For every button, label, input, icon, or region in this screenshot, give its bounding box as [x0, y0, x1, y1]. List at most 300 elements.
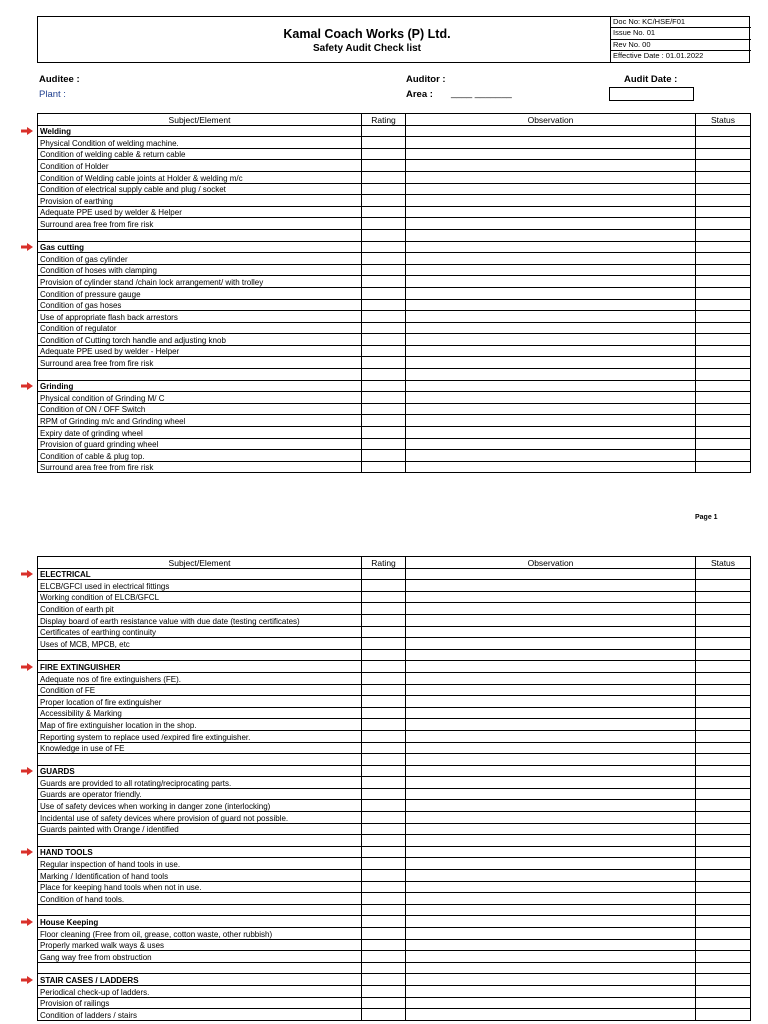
- status-cell[interactable]: [696, 974, 751, 986]
- rating-cell[interactable]: [362, 438, 406, 450]
- observation-cell[interactable]: [406, 939, 696, 951]
- status-cell[interactable]: [696, 985, 751, 997]
- checklist-item: Condition of earth pit: [38, 603, 362, 615]
- table-row: [38, 777, 751, 789]
- rating-cell[interactable]: [362, 626, 406, 638]
- rating-cell[interactable]: [362, 603, 406, 615]
- status-cell[interactable]: [696, 916, 751, 928]
- table-row: [38, 962, 751, 974]
- table-row: [38, 264, 751, 276]
- status-cell[interactable]: [696, 626, 751, 638]
- checklist-item: [38, 754, 362, 766]
- checklist-item: Reporting system to replace used /expired fire extinguisher.: [38, 730, 362, 742]
- status-cell[interactable]: [696, 951, 751, 963]
- status-cell[interactable]: [696, 311, 751, 323]
- rating-cell[interactable]: [362, 730, 406, 742]
- status-cell[interactable]: [696, 997, 751, 1009]
- rating-cell[interactable]: [362, 951, 406, 963]
- status-cell[interactable]: [696, 206, 751, 218]
- rating-cell[interactable]: [362, 369, 406, 381]
- checklist-item: Use of appropriate flash back arrestors: [38, 311, 362, 323]
- checklist-item: Surround area free from fire risk: [38, 461, 362, 473]
- status-cell[interactable]: [696, 800, 751, 812]
- status-cell[interactable]: [696, 380, 751, 392]
- section-header-row: [38, 846, 751, 858]
- rating-cell[interactable]: [362, 661, 406, 673]
- observation-cell[interactable]: [406, 450, 696, 462]
- status-cell[interactable]: [696, 461, 751, 473]
- section-header-row: [38, 241, 751, 253]
- table-row: [38, 229, 751, 241]
- status-cell[interactable]: [696, 638, 751, 650]
- checklist-item: Adequate PPE used by welder - Helper: [38, 345, 362, 357]
- table-row: [38, 696, 751, 708]
- rating-cell[interactable]: [362, 835, 406, 847]
- status-cell[interactable]: [696, 183, 751, 195]
- rating-cell[interactable]: [362, 614, 406, 626]
- status-cell[interactable]: [696, 276, 751, 288]
- rating-cell[interactable]: [362, 684, 406, 696]
- rating-cell[interactable]: [362, 777, 406, 789]
- observation-cell[interactable]: [406, 823, 696, 835]
- checklist-item: [38, 649, 362, 661]
- status-cell[interactable]: [696, 893, 751, 905]
- status-cell[interactable]: [696, 229, 751, 241]
- table-row: [38, 893, 751, 905]
- audit-date-label: Audit Date :: [624, 74, 678, 85]
- status-cell[interactable]: [696, 881, 751, 893]
- rating-cell[interactable]: [362, 997, 406, 1009]
- checklist-item: Certificates of earthing continuity: [38, 626, 362, 638]
- status-cell[interactable]: [696, 125, 751, 137]
- table-row: [38, 253, 751, 265]
- rating-cell[interactable]: [362, 823, 406, 835]
- observation-cell[interactable]: [406, 962, 696, 974]
- checklist-table-page2: [37, 556, 751, 1021]
- observation-cell[interactable]: [406, 264, 696, 276]
- status-cell[interactable]: [696, 730, 751, 742]
- header-rating: Rating: [362, 557, 406, 569]
- observation-cell[interactable]: [406, 997, 696, 1009]
- table-row: [38, 672, 751, 684]
- observation-cell[interactable]: [406, 614, 696, 626]
- checklist-item: Condition of ladders / stairs: [38, 1009, 362, 1021]
- checklist-item: [38, 229, 362, 241]
- rating-cell[interactable]: [362, 137, 406, 149]
- status-cell[interactable]: [696, 904, 751, 916]
- status-cell[interactable]: [696, 591, 751, 603]
- status-cell[interactable]: [696, 322, 751, 334]
- status-cell[interactable]: [696, 299, 751, 311]
- header-subject: Subject/Element: [38, 557, 362, 569]
- observation-cell[interactable]: [406, 369, 696, 381]
- observation-cell[interactable]: [406, 603, 696, 615]
- status-cell[interactable]: [696, 580, 751, 592]
- rating-cell[interactable]: [362, 812, 406, 824]
- status-cell[interactable]: [696, 672, 751, 684]
- observation-cell[interactable]: [406, 160, 696, 172]
- status-cell[interactable]: [696, 614, 751, 626]
- status-cell[interactable]: [696, 357, 751, 369]
- status-cell[interactable]: [696, 195, 751, 207]
- observation-cell[interactable]: [406, 183, 696, 195]
- header-observation: Observation: [406, 557, 696, 569]
- observation-cell[interactable]: [406, 568, 696, 580]
- observation-cell[interactable]: [406, 438, 696, 450]
- rating-cell[interactable]: [362, 580, 406, 592]
- status-cell[interactable]: [696, 392, 751, 404]
- status-cell[interactable]: [696, 253, 751, 265]
- status-cell[interactable]: [696, 928, 751, 940]
- checklist-item: Provision of railings: [38, 997, 362, 1009]
- observation-cell[interactable]: [406, 881, 696, 893]
- rating-cell[interactable]: [362, 893, 406, 905]
- observation-cell[interactable]: [406, 403, 696, 415]
- observation-cell[interactable]: [406, 1009, 696, 1021]
- table-row: [38, 461, 751, 473]
- rating-cell[interactable]: [362, 916, 406, 928]
- checklist-item: RPM of Grinding m/c and Grinding wheel: [38, 415, 362, 427]
- status-cell[interactable]: [696, 962, 751, 974]
- rating-cell[interactable]: [362, 311, 406, 323]
- observation-cell[interactable]: [406, 870, 696, 882]
- status-cell[interactable]: [696, 707, 751, 719]
- observation-cell[interactable]: [406, 206, 696, 218]
- checklist-item: [38, 369, 362, 381]
- rating-cell[interactable]: [362, 800, 406, 812]
- rating-cell[interactable]: [362, 241, 406, 253]
- checklist-item: Condition of Cutting torch handle and adjusting knob: [38, 334, 362, 346]
- status-cell[interactable]: [696, 171, 751, 183]
- table-header-row: [38, 557, 751, 569]
- rating-cell[interactable]: [362, 287, 406, 299]
- checklist-item: Condition of ON / OFF Switch: [38, 403, 362, 415]
- rating-cell[interactable]: [362, 985, 406, 997]
- status-cell[interactable]: [696, 1009, 751, 1021]
- checklist-item: [38, 835, 362, 847]
- rating-cell[interactable]: [362, 765, 406, 777]
- observation-cell[interactable]: [406, 858, 696, 870]
- rating-cell[interactable]: [362, 195, 406, 207]
- rating-cell[interactable]: [362, 939, 406, 951]
- header-status: Status: [696, 557, 751, 569]
- checklist-item: Map of fire extinguisher location in the shop.: [38, 719, 362, 731]
- observation-cell[interactable]: [406, 985, 696, 997]
- observation-cell[interactable]: [406, 649, 696, 661]
- status-cell[interactable]: [696, 264, 751, 276]
- rating-cell[interactable]: [362, 742, 406, 754]
- status-cell[interactable]: [696, 415, 751, 427]
- document-title: Safety Audit Check list: [313, 43, 421, 54]
- rating-cell[interactable]: [362, 229, 406, 241]
- status-cell[interactable]: [696, 823, 751, 835]
- observation-cell[interactable]: [406, 904, 696, 916]
- table-row: [38, 206, 751, 218]
- checklist-item: Condition of gas hoses: [38, 299, 362, 311]
- checklist-item: Condition of welding cable & return cable: [38, 148, 362, 160]
- observation-cell[interactable]: [406, 427, 696, 439]
- status-cell[interactable]: [696, 427, 751, 439]
- red-arrow-icon: [21, 918, 33, 926]
- status-cell[interactable]: [696, 137, 751, 149]
- rating-cell[interactable]: [362, 974, 406, 986]
- observation-cell[interactable]: [406, 742, 696, 754]
- observation-cell[interactable]: [406, 672, 696, 684]
- red-arrow-icon: [21, 127, 33, 135]
- checklist-item: Guards are operator friendly.: [38, 788, 362, 800]
- table-row: [38, 812, 751, 824]
- observation-cell[interactable]: [406, 684, 696, 696]
- status-cell[interactable]: [696, 777, 751, 789]
- rating-cell[interactable]: [362, 881, 406, 893]
- rating-cell[interactable]: [362, 299, 406, 311]
- status-cell[interactable]: [696, 812, 751, 824]
- red-arrow-icon: [21, 243, 33, 251]
- rating-cell[interactable]: [362, 707, 406, 719]
- checklist-item: Working condition of ELCB/GFCL: [38, 591, 362, 603]
- observation-cell[interactable]: [406, 846, 696, 858]
- rating-cell[interactable]: [362, 1009, 406, 1021]
- red-arrow-icon: [21, 570, 33, 578]
- rating-cell[interactable]: [362, 788, 406, 800]
- effective-date: Effective Date : 01.01.2022: [613, 50, 704, 60]
- observation-cell[interactable]: [406, 461, 696, 473]
- doc-number: Doc No: KC/HSE/F01: [611, 17, 751, 28]
- table-row: [38, 392, 751, 404]
- observation-cell[interactable]: [406, 812, 696, 824]
- table-row: [38, 707, 751, 719]
- status-cell[interactable]: [696, 369, 751, 381]
- section-title: ELECTRICAL: [38, 568, 362, 580]
- observation-cell[interactable]: [406, 591, 696, 603]
- rating-cell[interactable]: [362, 450, 406, 462]
- table-row: [38, 137, 751, 149]
- table-row: [38, 614, 751, 626]
- checklist-item: Display board of earth resistance value with due date (testing certificates): [38, 614, 362, 626]
- table-row: [38, 160, 751, 172]
- status-cell[interactable]: [696, 450, 751, 462]
- observation-cell[interactable]: [406, 345, 696, 357]
- rating-cell[interactable]: [362, 415, 406, 427]
- section-header-row: [38, 661, 751, 673]
- observation-cell[interactable]: [406, 357, 696, 369]
- observation-cell[interactable]: [406, 707, 696, 719]
- rating-cell[interactable]: [362, 858, 406, 870]
- checklist-item: Floor cleaning (Free from oil, grease, cotton waste, other rubbish): [38, 928, 362, 940]
- section-title: Welding: [38, 125, 362, 137]
- plant-label: Plant :: [39, 89, 66, 100]
- observation-cell[interactable]: [406, 626, 696, 638]
- red-arrow-icon: [21, 663, 33, 671]
- observation-cell[interactable]: [406, 334, 696, 346]
- rating-cell[interactable]: [362, 357, 406, 369]
- section-header-row: [38, 765, 751, 777]
- status-cell[interactable]: [696, 403, 751, 415]
- status-cell[interactable]: [696, 603, 751, 615]
- table-row: [38, 928, 751, 940]
- observation-cell[interactable]: [406, 788, 696, 800]
- status-cell[interactable]: [696, 649, 751, 661]
- observation-cell[interactable]: [406, 392, 696, 404]
- header-status: Status: [696, 114, 751, 126]
- document-info-box: [610, 17, 751, 62]
- rating-cell[interactable]: [362, 264, 406, 276]
- observation-cell[interactable]: [406, 218, 696, 230]
- rating-cell[interactable]: [362, 322, 406, 334]
- rating-cell[interactable]: [362, 380, 406, 392]
- observation-cell[interactable]: [406, 229, 696, 241]
- checklist-item: Condition of regulator: [38, 322, 362, 334]
- status-cell[interactable]: [696, 287, 751, 299]
- table-row: [38, 322, 751, 334]
- table-row: [38, 148, 751, 160]
- rating-cell[interactable]: [362, 649, 406, 661]
- checklist-item: Properly marked walk ways & uses: [38, 939, 362, 951]
- observation-cell[interactable]: [406, 137, 696, 149]
- rating-cell[interactable]: [362, 183, 406, 195]
- status-cell[interactable]: [696, 241, 751, 253]
- checklist-item: Proper location of fire extinguisher: [38, 696, 362, 708]
- observation-cell[interactable]: [406, 171, 696, 183]
- rating-cell[interactable]: [362, 276, 406, 288]
- checklist-item: Condition of FE: [38, 684, 362, 696]
- rating-cell[interactable]: [362, 206, 406, 218]
- observation-cell[interactable]: [406, 765, 696, 777]
- checklist-item: Place for keeping hand tools when not in use.: [38, 881, 362, 893]
- red-arrow-icon: [21, 848, 33, 856]
- rating-cell[interactable]: [362, 672, 406, 684]
- status-cell[interactable]: [696, 754, 751, 766]
- rating-cell[interactable]: [362, 754, 406, 766]
- rating-cell[interactable]: [362, 638, 406, 650]
- observation-cell[interactable]: [406, 276, 696, 288]
- observation-cell[interactable]: [406, 125, 696, 137]
- status-cell[interactable]: [696, 939, 751, 951]
- status-cell[interactable]: [696, 568, 751, 580]
- observation-cell[interactable]: [406, 719, 696, 731]
- observation-cell[interactable]: [406, 287, 696, 299]
- table-row: [38, 788, 751, 800]
- status-cell[interactable]: [696, 438, 751, 450]
- table-row: [38, 591, 751, 603]
- observation-cell[interactable]: [406, 835, 696, 847]
- status-cell[interactable]: [696, 846, 751, 858]
- observation-cell[interactable]: [406, 253, 696, 265]
- status-cell[interactable]: [696, 788, 751, 800]
- checklist-item: Guards are provided to all rotating/reciprocating parts.: [38, 777, 362, 789]
- observation-cell[interactable]: [406, 148, 696, 160]
- observation-cell[interactable]: [406, 928, 696, 940]
- status-cell[interactable]: [696, 858, 751, 870]
- table-row: [38, 276, 751, 288]
- rating-cell[interactable]: [362, 928, 406, 940]
- area-blank: ____ _______: [451, 88, 512, 99]
- status-cell[interactable]: [696, 334, 751, 346]
- observation-cell[interactable]: [406, 638, 696, 650]
- observation-cell[interactable]: [406, 380, 696, 392]
- status-cell[interactable]: [696, 218, 751, 230]
- rating-cell[interactable]: [362, 334, 406, 346]
- checklist-item: Condition of electrical supply cable and plug / socket: [38, 183, 362, 195]
- auditor-label: Auditor :: [406, 74, 446, 85]
- observation-cell[interactable]: [406, 415, 696, 427]
- observation-cell[interactable]: [406, 322, 696, 334]
- rating-cell[interactable]: [362, 591, 406, 603]
- observation-cell[interactable]: [406, 696, 696, 708]
- observation-cell[interactable]: [406, 974, 696, 986]
- status-cell[interactable]: [696, 765, 751, 777]
- rating-cell[interactable]: [362, 904, 406, 916]
- status-cell[interactable]: [696, 870, 751, 882]
- rating-cell[interactable]: [362, 345, 406, 357]
- rating-cell[interactable]: [362, 403, 406, 415]
- observation-cell[interactable]: [406, 951, 696, 963]
- status-cell[interactable]: [696, 719, 751, 731]
- observation-cell[interactable]: [406, 580, 696, 592]
- checklist-item: Provision of cylinder stand /chain lock arrangement/ with trolley: [38, 276, 362, 288]
- section-header-row: [38, 125, 751, 137]
- rating-cell[interactable]: [362, 870, 406, 882]
- observation-cell[interactable]: [406, 754, 696, 766]
- status-cell[interactable]: [696, 696, 751, 708]
- observation-cell[interactable]: [406, 777, 696, 789]
- observation-cell[interactable]: [406, 311, 696, 323]
- status-cell[interactable]: [696, 835, 751, 847]
- rating-cell[interactable]: [362, 218, 406, 230]
- status-cell[interactable]: [696, 160, 751, 172]
- rating-cell[interactable]: [362, 696, 406, 708]
- status-cell[interactable]: [696, 684, 751, 696]
- table-row: [38, 951, 751, 963]
- rating-cell[interactable]: [362, 846, 406, 858]
- observation-cell[interactable]: [406, 800, 696, 812]
- status-cell[interactable]: [696, 661, 751, 673]
- checklist-item: Condition of hoses with clamping: [38, 264, 362, 276]
- observation-cell[interactable]: [406, 299, 696, 311]
- section-title: STAIR CASES / LADDERS: [38, 974, 362, 986]
- observation-cell[interactable]: [406, 195, 696, 207]
- table-header-row: [38, 114, 751, 126]
- rating-cell[interactable]: [362, 719, 406, 731]
- rating-cell[interactable]: [362, 125, 406, 137]
- checklist-item: Surround area free from fire risk: [38, 357, 362, 369]
- rating-cell[interactable]: [362, 171, 406, 183]
- observation-cell[interactable]: [406, 893, 696, 905]
- observation-cell[interactable]: [406, 661, 696, 673]
- rating-cell[interactable]: [362, 568, 406, 580]
- rating-cell[interactable]: [362, 148, 406, 160]
- checklist-item: ELCB/GFCI used in electrical fittings: [38, 580, 362, 592]
- observation-cell[interactable]: [406, 241, 696, 253]
- status-cell[interactable]: [696, 148, 751, 160]
- status-cell[interactable]: [696, 742, 751, 754]
- checklist-item: Physical condition of Grinding M/ C: [38, 392, 362, 404]
- table-row: [38, 171, 751, 183]
- observation-cell[interactable]: [406, 730, 696, 742]
- checklist-item: Adequate nos of fire extinguishers (FE).: [38, 672, 362, 684]
- rating-cell[interactable]: [362, 253, 406, 265]
- rating-cell[interactable]: [362, 461, 406, 473]
- status-cell[interactable]: [696, 345, 751, 357]
- rating-cell[interactable]: [362, 427, 406, 439]
- rating-cell[interactable]: [362, 962, 406, 974]
- page-number: Page 1: [695, 514, 718, 521]
- observation-cell[interactable]: [406, 916, 696, 928]
- rating-cell[interactable]: [362, 160, 406, 172]
- audit-date-field[interactable]: [609, 87, 694, 101]
- rating-cell[interactable]: [362, 392, 406, 404]
- table-row: [38, 450, 751, 462]
